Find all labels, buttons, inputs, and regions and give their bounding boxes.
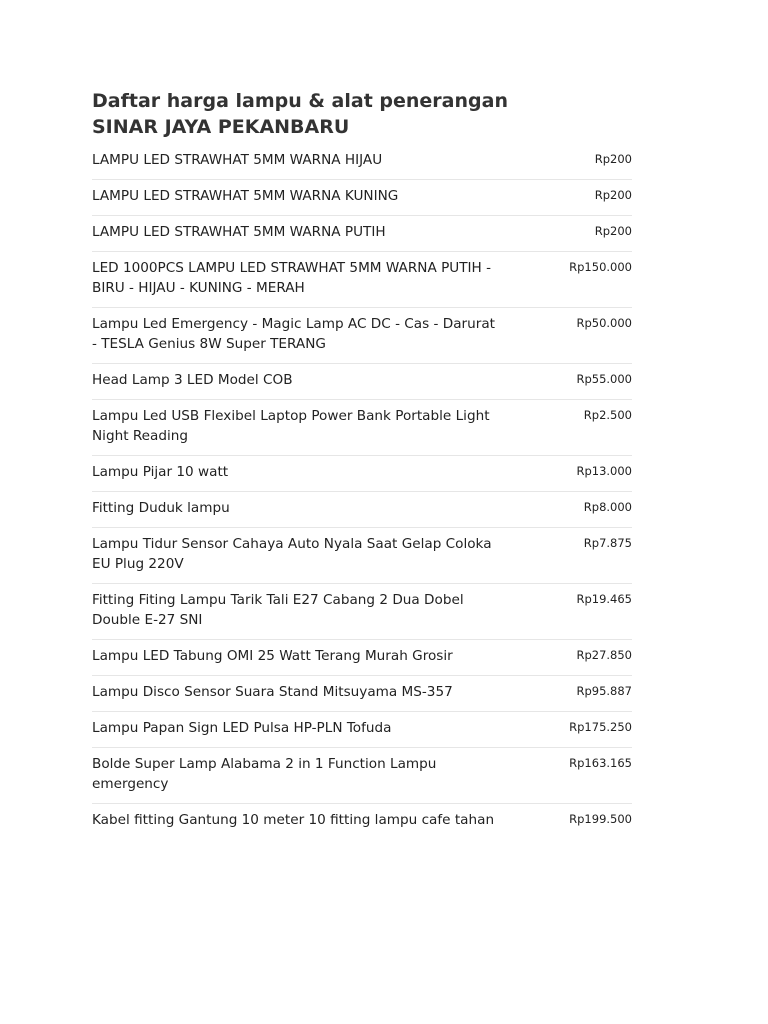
list-item [92,180,632,216]
product-price: Rp199.500 [569,812,632,826]
product-name: Lampu Led USB Flexibel Laptop Power Bank Portable Light Night Reading [92,408,490,444]
list-item [92,308,632,364]
product-price: Rp200 [594,188,632,202]
product-price: Rp27.850 [576,648,632,662]
list-item [92,364,632,400]
product-price: Rp7.875 [583,536,632,550]
product-name: LAMPU LED STRAWHAT 5MM WARNA KUNING [92,188,399,204]
product-price: Rp8.000 [583,500,632,514]
product-name: Lampu Led Emergency - Magic Lamp AC DC - Cas - Darurat - TESLA Genius 8W Super TERANG [92,316,496,352]
list-item [92,252,632,308]
list-item [92,144,632,180]
product-name: Fitting Fiting Lampu Tarik Tali E27 Cabang 2 Dua Dobel Double E-27 SNI [92,592,464,628]
product-name: Fitting Duduk lampu [92,500,230,516]
product-price: Rp175.250 [569,720,632,734]
product-price: Rp19.465 [576,592,632,606]
list-item [92,640,632,676]
list-item [92,804,632,839]
product-list [92,144,632,839]
product-price: Rp200 [594,224,632,238]
product-name: LED 1000PCS LAMPU LED STRAWHAT 5MM WARNA PUTIH - BIRU - HIJAU - KUNING - MERAH [92,260,491,296]
list-item [92,216,632,252]
product-price: Rp55.000 [576,372,632,386]
product-name: LAMPU LED STRAWHAT 5MM WARNA PUTIH [92,224,386,240]
list-item [92,456,632,492]
list-item [92,676,632,712]
price-list-document [92,88,632,839]
product-name: Kabel fitting Gantung 10 meter 10 fitting lampu cafe tahan [92,812,495,828]
product-name: Lampu Tidur Sensor Cahaya Auto Nyala Saat Gelap Coloka EU Plug 220V [92,536,492,572]
product-name: LAMPU LED STRAWHAT 5MM WARNA HIJAU [92,152,383,168]
list-item [92,712,632,748]
product-price: Rp13.000 [576,464,632,478]
product-name: Lampu Disco Sensor Suara Stand Mitsuyama MS-357 [92,684,453,700]
product-name: Head Lamp 3 LED Model COB [92,372,293,388]
list-item [92,748,632,804]
product-price: Rp95.887 [576,684,632,698]
product-name: Lampu Pijar 10 watt [92,464,229,480]
product-name: Lampu Papan Sign LED Pulsa HP-PLN Tofuda [92,720,392,736]
product-price: Rp163.165 [569,756,632,770]
product-name: Lampu LED Tabung OMI 25 Watt Terang Murah Grosir [92,648,453,664]
list-item [92,528,632,584]
product-name: Bolde Super Lamp Alabama 2 in 1 Function Lampu emergency [92,756,437,792]
product-price: Rp50.000 [576,316,632,330]
product-price: Rp150.000 [569,260,632,274]
product-price: Rp200 [594,152,632,166]
list-item [92,584,632,640]
product-price: Rp2.500 [583,408,632,422]
list-item [92,400,632,456]
title-line-2: SINAR JAYA PEKANBARU [92,116,350,138]
page-title [92,88,632,140]
title-line-1: Daftar harga lampu & alat penerangan [92,90,508,112]
list-item [92,492,632,528]
